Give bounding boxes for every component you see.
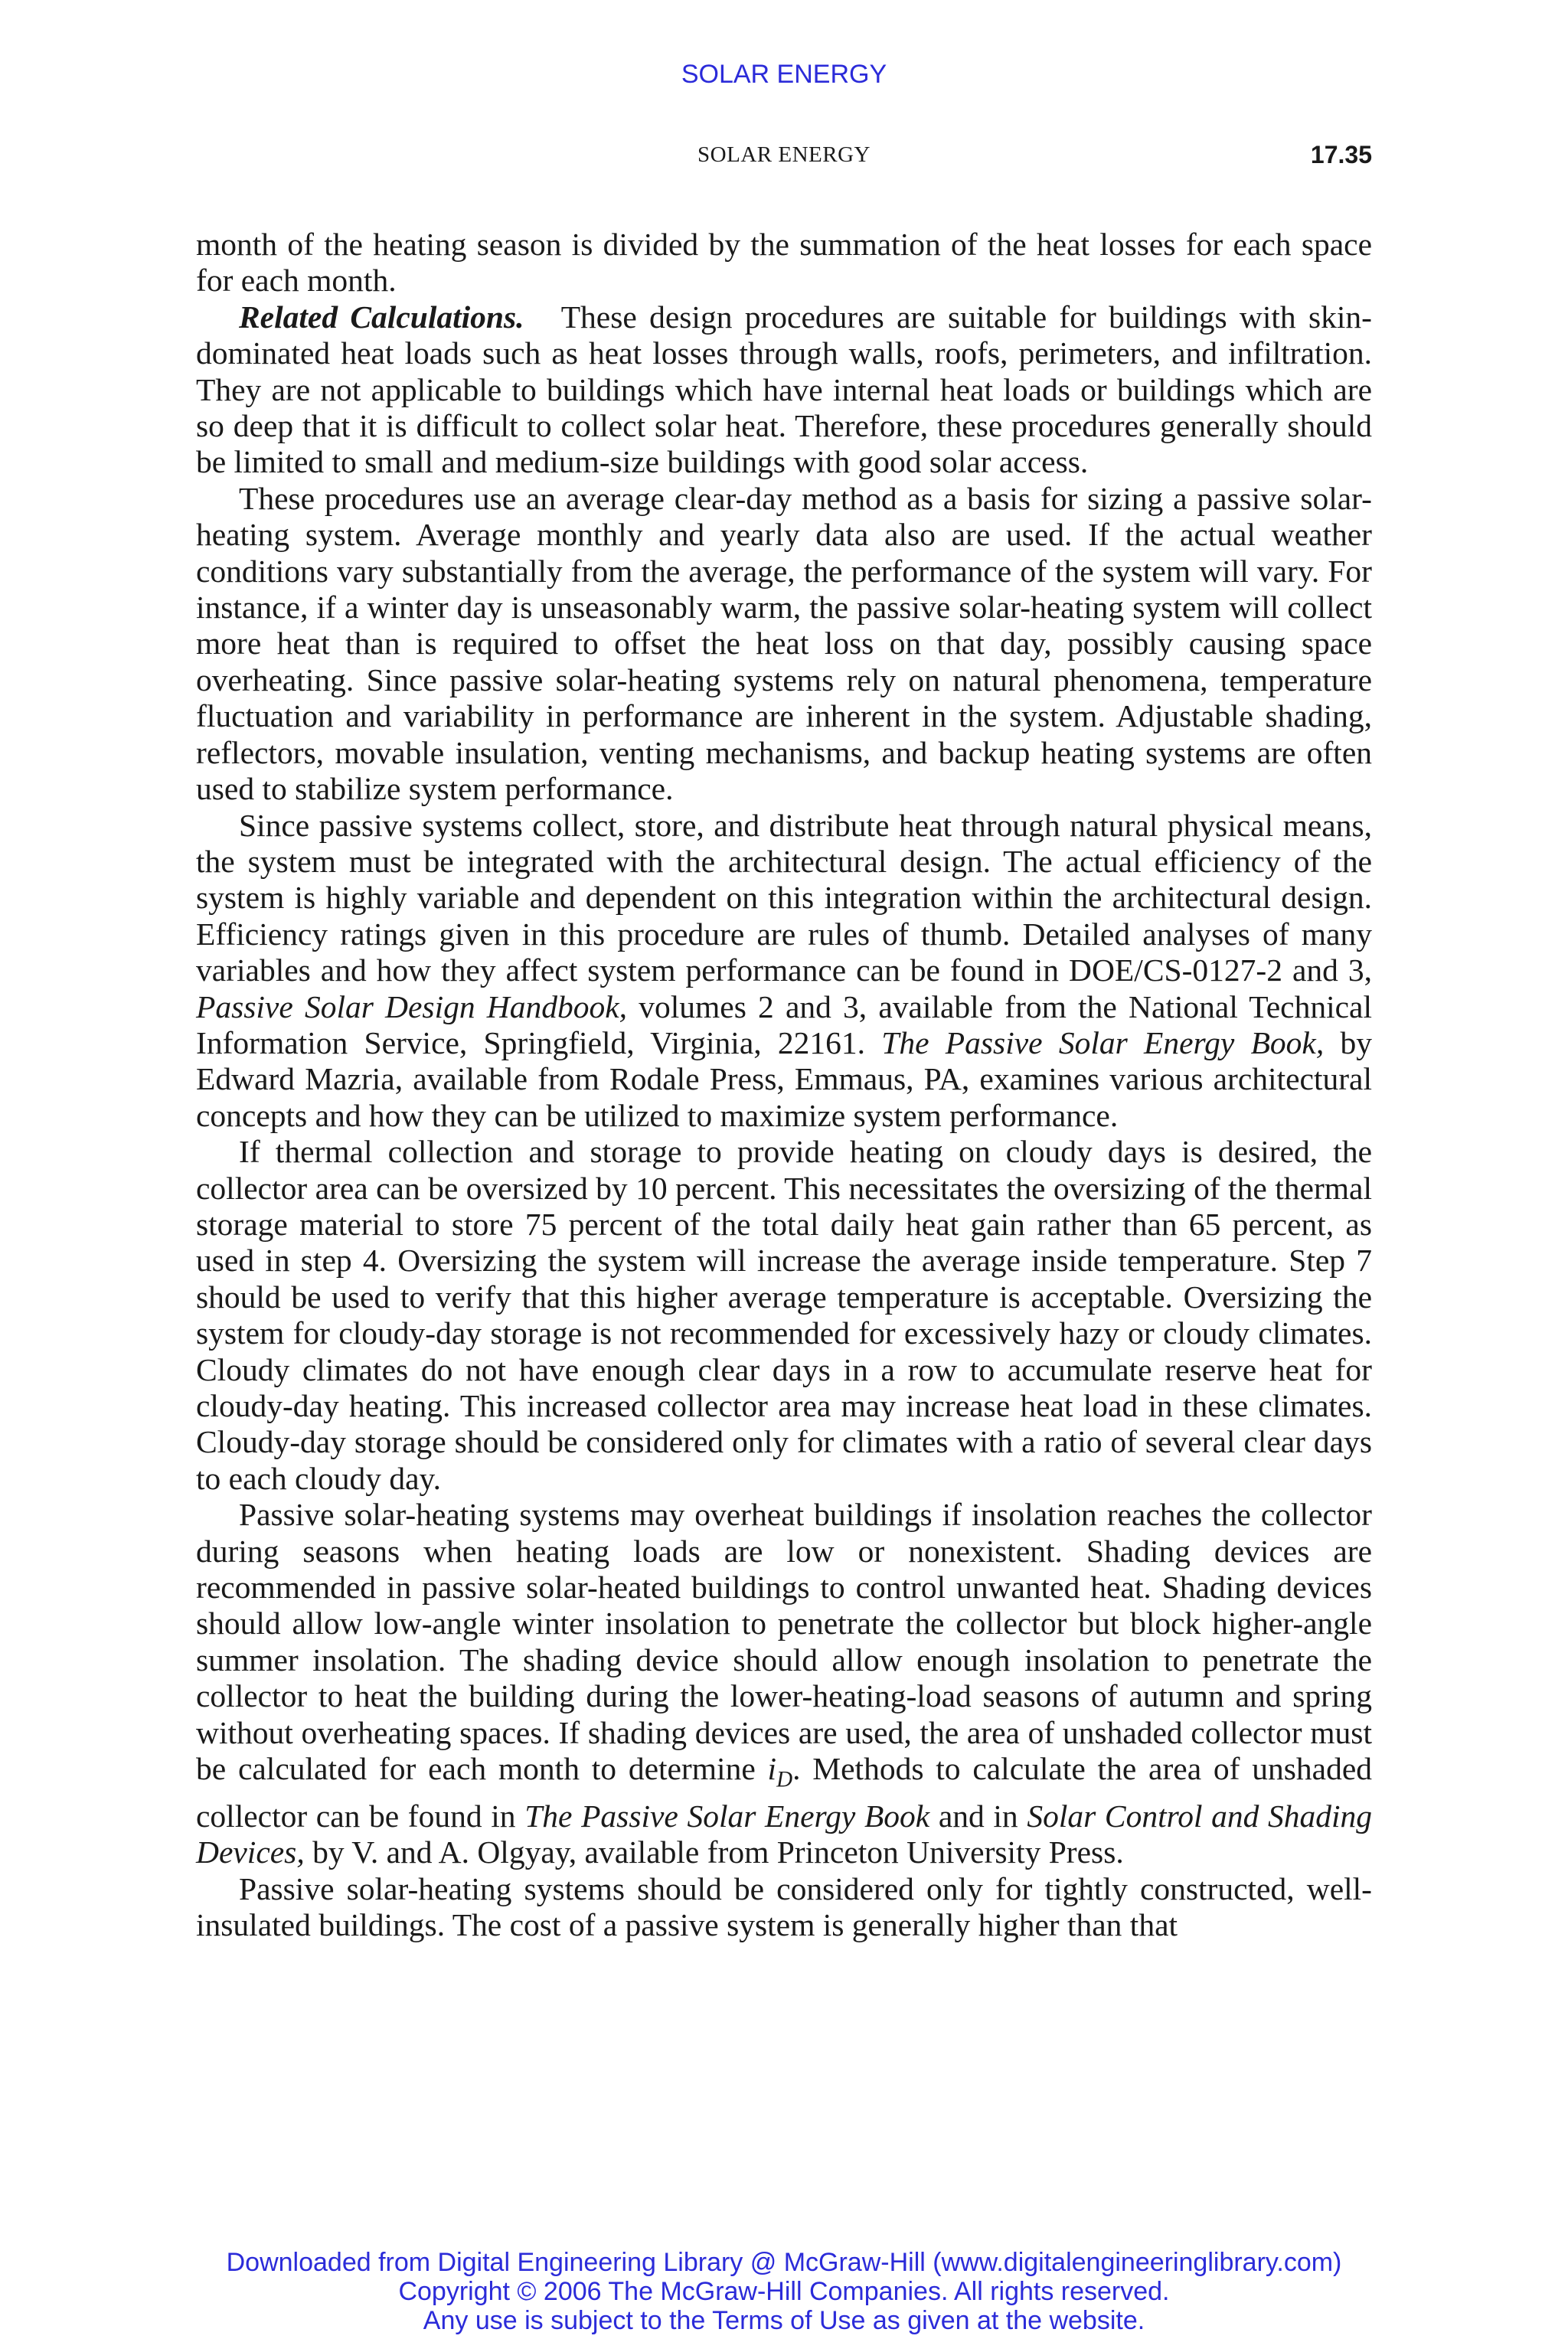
page-number: 17.35 [1310, 141, 1372, 168]
paragraph-6-text-b: . Methods to calculate the area of unshaded collector can be found in [196, 1751, 1373, 1834]
paragraph-4-text-a: Since passive systems collect, store, and distribute heat through natural physical means, the system must be integrated with the architectural design. The actual efficiency of the system is highly variable and dependent on this integration within the architectural design. Efficiency ratings given in this procedure are rules of thumb. Detailed analyses of many variables and how they affect system performance can be found in DOE/CS-0127-2 and 3, [196, 807, 1372, 988]
body-text [196, 227, 1372, 1943]
paragraph-2 [196, 299, 1372, 481]
paragraph-4 [196, 808, 1372, 1135]
run-in-heading: Related Calculations. [239, 299, 524, 335]
book-title: The Passive Solar Energy Book, [881, 1024, 1325, 1060]
book-title: The Passive Solar Energy Book [524, 1798, 930, 1834]
variable-i: i [767, 1751, 777, 1787]
paragraph-5: If thermal collection and storage to provide heating on cloudy days is desired, the collector area can be oversized by 10 percent. This necessitates the oversizing of the thermal storage material to store 75 percent of the total daily heat gain rather than 65 percent, as used in step 4. Oversizing the system will increase the average inside temperature. Step 7 should be used to verify that this higher average temperature is acceptable. Oversizing the system for cloudy-day storage is not recommended for excessively hazy or cloudy climates. Cloudy climates do not have enough clear days in a row to accumulate reserve heat for cloudy-day heating. This increased collector area may increase heat load in these climates. Cloudy-day storage should be considered only for climates with a ratio of several clear days to each cloudy day. [196, 1134, 1372, 1496]
running-title: SOLAR ENERGY [697, 142, 871, 167]
running-head [196, 142, 1372, 176]
paragraph-4-text-b: volumes 2 and 3, available from the National Technical Information Service, Springfield, Virginia, 22161. [196, 988, 1372, 1060]
paragraph-6-text-a: Passive solar-heating systems may overheat buildings if insolation reaches the collector during seasons when heating loads are low or nonexistent. Shading devices are recommended in passive solar-heated buildings to control unwanted heat. Shading devices should allow low-angle winter insolation to penetrate the collector but block higher-angle summer insolation. The shading device should allow enough insolation to penetrate the collector to heat the building during the lower-heating-load seasons of autumn and spring without overheating spaces. If shading devices are used, the area of unshaded collector must be calculated for each month to determine [196, 1497, 1372, 1787]
download-footer [0, 2248, 1568, 2335]
paragraph-2-text: These design procedures are suitable for buildings with skin-dominated heat loads such as heat losses through walls, roofs, perimeters, and infiltration. They are not applicable to buildings which have internal heat loads or buildings which are so deep that it is difficult to collect solar heat. Therefore, these procedures generally should be limited to small and medium-size buildings with good solar access. [196, 299, 1372, 480]
footer-copyright-line: Copyright © 2006 The McGraw-Hill Companies. All rights reserved. [398, 2277, 1170, 2306]
book-title: Solar Control and Shading Devices, [196, 1798, 1373, 1870]
top-banner: SOLAR ENERGY [681, 60, 887, 89]
paragraph-1: month of the heating season is divided by the summation of the heat losses for each space for each month. [196, 227, 1372, 299]
paragraph-4-text-c: by Edward Mazria, available from Rodale Press, Emmaus, PA, examines various architectural concepts and how they can be utilized to maximize system performance. [196, 1024, 1372, 1133]
book-title: Passive Solar Design Handbook, [196, 988, 628, 1024]
subscript-d: D [776, 1767, 793, 1792]
footer-download-line[interactable]: Downloaded from Digital Engineering Library @ McGraw-Hill (www.digitalengineeringlibrary.com) [226, 2248, 1342, 2277]
paragraph-3: These procedures use an average clear-day method as a basis for sizing a passive solar-heating system. Average monthly and yearly data also are used. If the actual weather conditions vary substantially from the average, the performance of the system will vary. For instance, if a winter day is unseasonably warm, the passive solar-heating system will collect more heat than is required to offset the heat loss on that day, possibly causing space overheating. Since passive solar-heating systems rely on natural phenomena, temperature fluctuation and variability in performance are inherent in the system. Adjustable shading, reflectors, movable insulation, venting mechanisms, and backup heating systems are often used to stabilize system performance. [196, 480, 1372, 807]
footer-terms-line[interactable]: Any use is subject to the Terms of Use as given at the website. [423, 2306, 1145, 2335]
paragraph-6-text-d: by V. and A. Olgyay, available from Princeton University Press. [312, 1834, 1124, 1870]
paragraph-6-text-c: and in [938, 1798, 1018, 1834]
paragraph-6 [196, 1497, 1372, 1870]
paragraph-7: Passive solar-heating systems should be considered only for tightly constructed, well-insulated buildings. The cost of a passive system is generally higher than that [196, 1870, 1372, 1942]
math-variable [767, 1751, 793, 1792]
